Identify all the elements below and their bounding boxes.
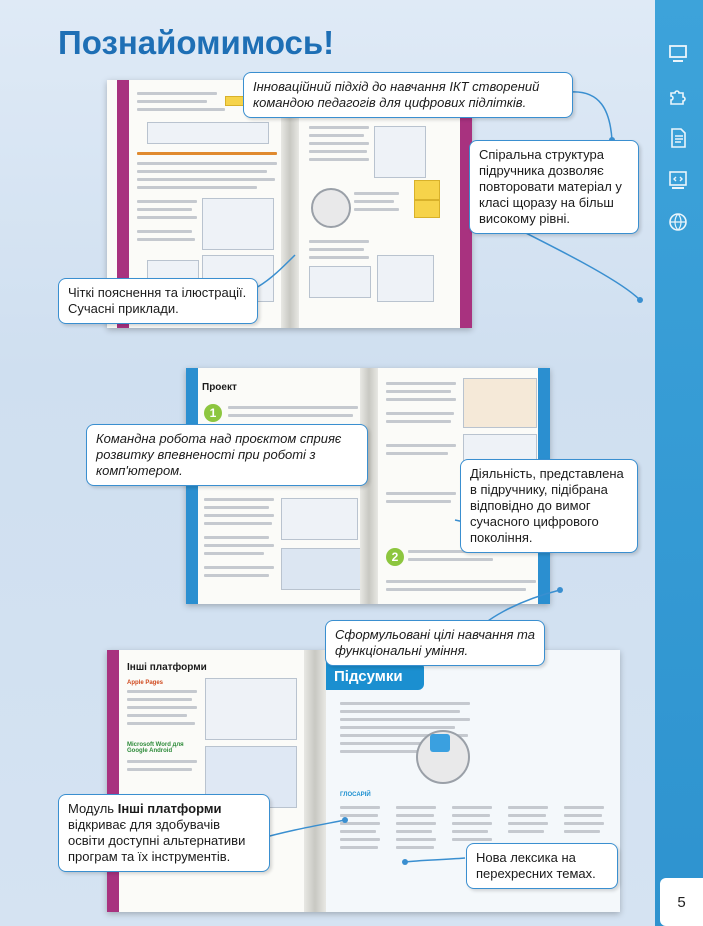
module-name: Інші платформи — [117, 801, 222, 816]
platforms-heading: Інші платформи — [127, 662, 207, 673]
ms-word-android-label: Microsoft Word для Google Android — [127, 742, 184, 754]
callout-vocab: Нова лексика на перехресних темах. — [466, 843, 618, 889]
callout-module — [58, 794, 270, 872]
glossary-heading: ГЛОСАРІЙ — [340, 792, 371, 798]
step-1-badge: 1 — [204, 404, 222, 422]
callout-teamwork: Командна робота над проєктом сприяє розвитку впевненості при роботі з комп'ютером. — [86, 424, 368, 486]
apple-pages-label: Apple Pages — [127, 680, 164, 686]
callout-spiral: Спіральна структура підручника дозволяє повторовати матеріал у класі щоразу на більш високому рівні. — [469, 140, 639, 234]
module-prefix: Модуль — [68, 801, 118, 816]
callout-clear: Чіткі пояснення та ілюстрації. Сучасні приклади. — [58, 278, 258, 324]
page-number: 5 — [660, 878, 703, 926]
callout-innovative: Інноваційний підхід до навчання ІКТ створений командою педагогів для цифрових підлітків. — [243, 72, 573, 118]
callout-activities: Діяльність, представлена в підручнику, підібрана відповідно до вимог сучасного цифрового покоління. — [460, 459, 638, 553]
callout-goals: Сформульовані цілі навчання та функціональні уміння. — [325, 620, 545, 666]
module-suffix: відкриває для здобувачів освіти доступні альтернативи програм та їх інструментів. — [68, 817, 246, 864]
project-heading: Проект — [202, 382, 237, 393]
summary-banner: Підсумки — [326, 662, 424, 690]
page-title: Познайомимось! — [58, 24, 335, 61]
step-2-badge: 2 — [386, 548, 404, 566]
